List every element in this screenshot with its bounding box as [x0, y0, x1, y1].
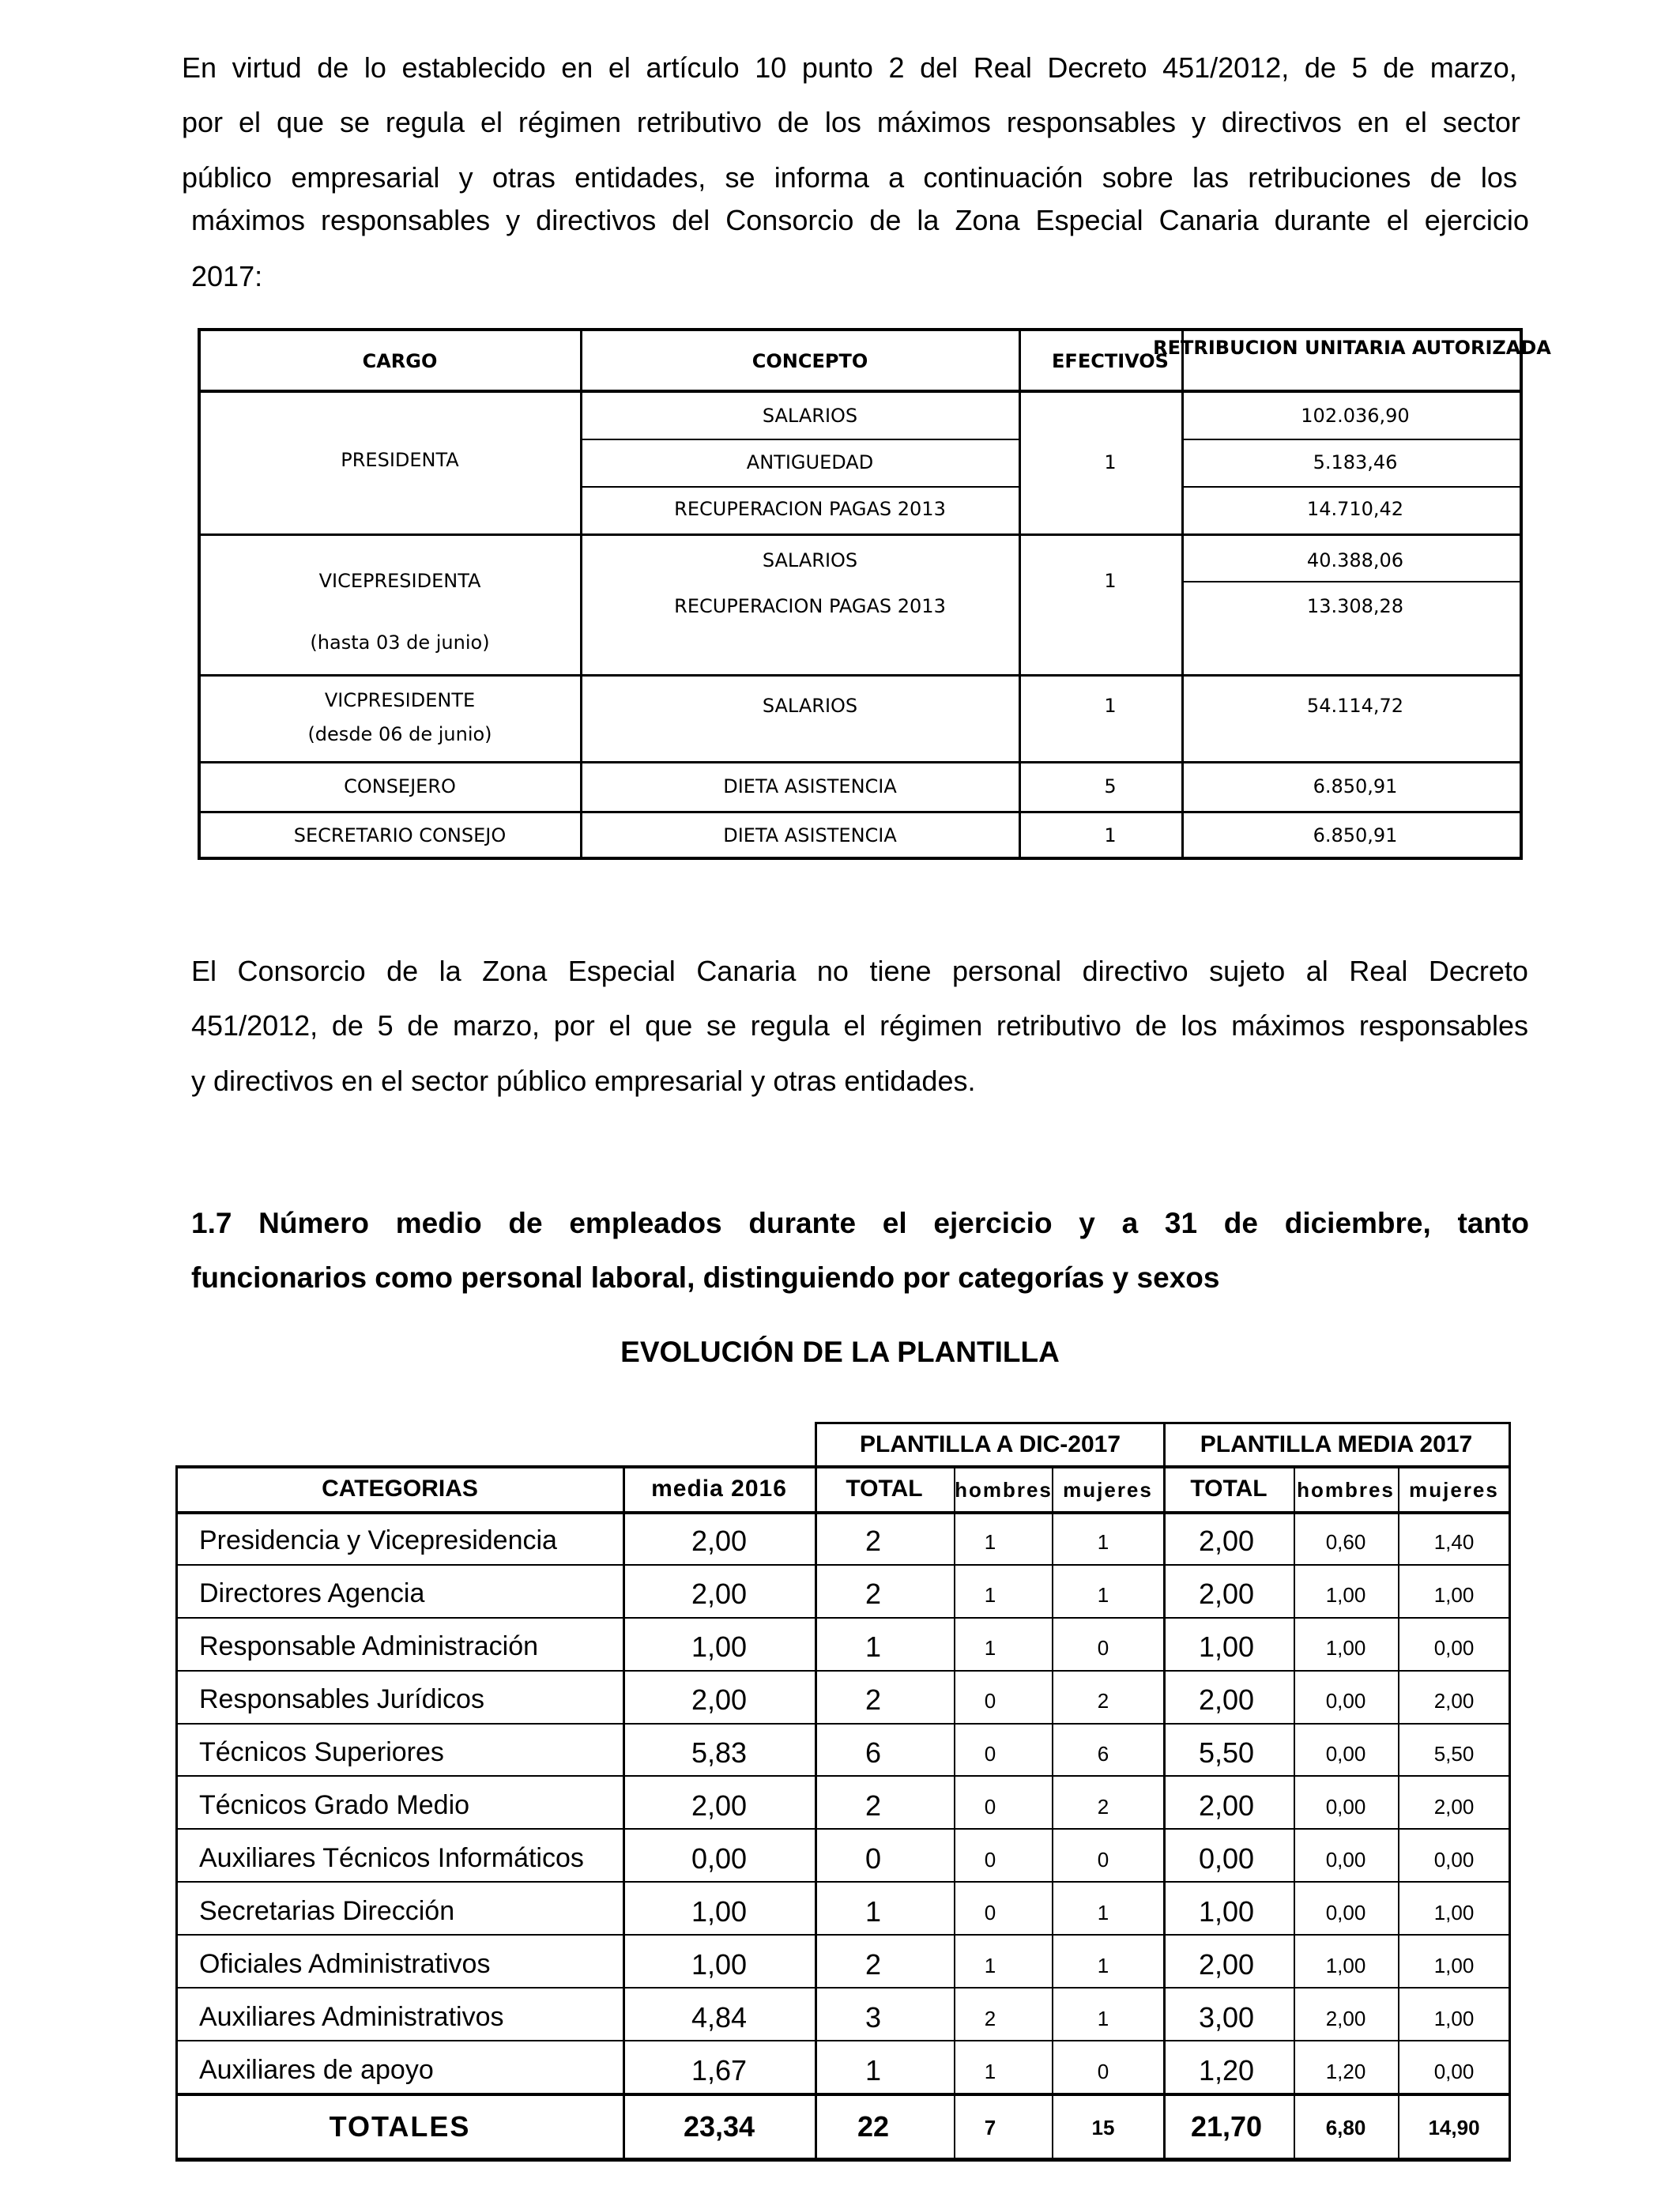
word: 10: [755, 51, 787, 84]
row-mujeres-media: 5,50: [1433, 1742, 1475, 1766]
word: 2: [888, 51, 905, 84]
word: el: [1386, 204, 1409, 236]
row-total-dic: 2: [864, 1683, 882, 1716]
row-mujeres-dic: 0: [1097, 1636, 1109, 1660]
word: a: [888, 161, 905, 194]
row-total-media: 2,00: [1198, 1525, 1255, 1557]
row-hombres-media: 0,00: [1325, 1689, 1366, 1713]
column-total-dic: TOTAL: [846, 1476, 923, 1502]
word: de: [508, 1207, 543, 1239]
word: el: [238, 106, 261, 138]
word: de: [1135, 1009, 1167, 1042]
row-categoria: Responsable Administración: [199, 1631, 539, 1661]
word: Zona: [482, 955, 548, 987]
row-hombres-dic: 1: [984, 1636, 996, 1660]
presidenta-cargo: PRESIDENTA: [341, 449, 459, 471]
row-mujeres-dic: 1: [1097, 2007, 1109, 2030]
header-cargo: CARGO: [362, 350, 438, 372]
word: 5: [377, 1009, 394, 1042]
row-mujeres-dic: 1: [1097, 1901, 1109, 1924]
vicepresidente-cargo: VICPRESIDENTE: [324, 689, 476, 711]
row-total-media: 1,20: [1198, 2054, 1255, 2087]
column-hombres-media: hombres: [1297, 1478, 1395, 1502]
row-categoria: Presidencia y Vicepresidencia: [199, 1525, 557, 1555]
secretario-efectivos: 1: [1104, 824, 1117, 846]
word: máximos: [1231, 1009, 1346, 1042]
word: las: [1192, 161, 1230, 194]
word: sector: [1442, 106, 1520, 138]
header-retribucion-clip: [1153, 332, 1551, 364]
word: Canaria: [696, 955, 797, 987]
word: ejercicio: [933, 1207, 1053, 1239]
word: de: [777, 106, 809, 138]
word: régimen: [518, 106, 621, 138]
word: máximos: [191, 204, 306, 236]
header-concepto: CONCEPTO: [751, 350, 868, 372]
word: y: [1191, 106, 1206, 138]
row-hombres-dic: 1: [984, 1530, 996, 1554]
word: responsables: [321, 204, 491, 236]
row-total-media: 2,00: [1198, 1948, 1255, 1981]
word: empleados: [569, 1207, 722, 1239]
word: que: [276, 106, 325, 138]
row-mujeres-dic: 6: [1097, 1742, 1109, 1766]
word: 5: [1351, 51, 1368, 84]
presidenta-importe: 102.036,90: [1301, 405, 1410, 427]
group-header-dic: PLANTILLA A DIC-2017: [859, 1431, 1121, 1457]
word: medio: [395, 1207, 482, 1239]
word: 1.7: [191, 1207, 232, 1239]
row-mujeres-dic: 2: [1097, 1795, 1109, 1819]
row-categoria: Auxiliares Técnicos Informáticos: [199, 1843, 584, 1873]
row-media-2016: 5,83: [691, 1736, 748, 1769]
word: el: [480, 106, 503, 138]
row-hombres-dic: 0: [984, 1901, 996, 1924]
word: Consorcio: [237, 955, 366, 987]
column-media-2016: media 2016: [651, 1476, 787, 1502]
totals-mujeres-media: 14,90: [1428, 2116, 1480, 2139]
word: régimen: [880, 1009, 983, 1042]
word: marzo,: [453, 1009, 541, 1042]
word: ejercicio: [1424, 204, 1529, 236]
row-categoria: Auxiliares Administrativos: [199, 2002, 504, 2032]
word: 451/2012,: [191, 1009, 318, 1042]
presidenta-importe: 5.183,46: [1313, 451, 1398, 473]
word: de: [1430, 161, 1462, 194]
word: En: [182, 51, 217, 84]
para2-line-2: [191, 1009, 1528, 1042]
presidenta-concepto: RECUPERACION PAGAS 2013: [674, 498, 946, 520]
word: retributivo: [996, 1009, 1121, 1042]
row-total-dic: 1: [864, 1895, 882, 1928]
totals-total-media: 21,70: [1190, 2110, 1263, 2143]
word: retributivo: [636, 106, 762, 138]
plantilla-title: EVOLUCIÓN DE LA PLANTILLA: [620, 1336, 1060, 1368]
word: Canaria: [1158, 204, 1259, 236]
header-retribucion: RETRIBUCION UNITARIA AUTORIZADA: [1153, 337, 1551, 359]
row-hombres-dic: 0: [984, 1742, 996, 1766]
row-mujeres-media: 1,00: [1433, 1954, 1475, 1977]
row-mujeres-dic: 0: [1097, 1848, 1109, 1872]
word: directivos: [1221, 106, 1342, 138]
intro-line-2: [182, 108, 1520, 137]
presidenta-importe: 14.710,42: [1306, 498, 1404, 520]
word: empresarial: [291, 161, 440, 194]
retribution-table: [198, 328, 1551, 860]
word: durante: [748, 1207, 857, 1239]
row-media-2016: 2,00: [691, 1525, 748, 1557]
row-total-media: 1,00: [1198, 1630, 1255, 1663]
word: en: [561, 51, 593, 84]
row-hombres-dic: 0: [984, 1689, 996, 1713]
word: la: [917, 204, 940, 236]
row-media-2016: 4,84: [691, 2001, 748, 2034]
word: directivo: [1082, 955, 1188, 987]
word: de: [331, 1009, 363, 1042]
row-mujeres-dic: 0: [1097, 2060, 1109, 2083]
presidenta-concepto: ANTIGUEDAD: [746, 451, 874, 473]
word: a: [1121, 1207, 1139, 1239]
column-mujeres-dic: mujeres: [1063, 1478, 1153, 1502]
consejero-concepto: DIETA ASISTENCIA: [723, 775, 897, 797]
word: Decreto: [1047, 51, 1147, 84]
row-media-2016: 2,00: [691, 1578, 748, 1610]
row-mujeres-media: 0,00: [1433, 1848, 1475, 1872]
para2-line-3: y directivos en el sector público empresarial y otras entidades.: [191, 1065, 976, 1097]
row-total-dic: 2: [864, 1578, 882, 1610]
secretario-concepto: DIETA ASISTENCIA: [723, 824, 897, 846]
row-media-2016: 1,67: [691, 2054, 748, 2087]
word: otras: [492, 161, 556, 194]
row-mujeres-media: 1,00: [1433, 1901, 1475, 1924]
word: Especial: [567, 955, 676, 987]
word: se: [339, 106, 370, 138]
word: público: [182, 161, 273, 194]
row-total-media: 3,00: [1198, 2001, 1255, 2034]
word: de: [407, 1009, 439, 1042]
word: punto: [801, 51, 873, 84]
row-hombres-dic: 1: [984, 1954, 996, 1977]
row-hombres-media: 1,00: [1325, 1583, 1366, 1607]
vicepresidenta-nota: (hasta 03 de junio): [310, 631, 490, 654]
row-total-dic: 2: [864, 1789, 882, 1822]
totals-mujeres-dic: 15: [1091, 2116, 1115, 2139]
word: tiene: [869, 955, 932, 987]
row-total-dic: 1: [864, 2054, 882, 2087]
word: por: [553, 1009, 595, 1042]
vicepresidenta-concepto: SALARIOS: [762, 549, 858, 571]
word: y: [1079, 1207, 1095, 1239]
word: y: [506, 204, 521, 236]
row-hombres-media: 2,00: [1325, 2007, 1366, 2030]
row-total-dic: 2: [864, 1948, 882, 1981]
word: El: [191, 955, 217, 987]
row-media-2016: 1,00: [691, 1948, 748, 1981]
word: regula: [750, 1009, 830, 1042]
plantilla-table: [175, 1422, 1511, 2162]
row-mujeres-media: 2,00: [1433, 1795, 1475, 1819]
row-hombres-media: 0,00: [1325, 1901, 1366, 1924]
vicepresidente-efectivos: 1: [1104, 695, 1117, 717]
word: continuación: [923, 161, 1083, 194]
row-mujeres-dic: 1: [1097, 1583, 1109, 1607]
word: de: [317, 51, 349, 84]
word: virtud: [232, 51, 302, 84]
column-mujeres-media: mujeres: [1409, 1478, 1499, 1502]
section-heading-line-1: [191, 1208, 1529, 1238]
word: el: [843, 1009, 866, 1042]
row-total-dic: 6: [864, 1736, 882, 1769]
word: Decreto: [1428, 955, 1528, 987]
row-hombres-dic: 2: [984, 2007, 996, 2030]
word: de: [1383, 51, 1415, 84]
presidenta-efectivos: 1: [1104, 451, 1117, 473]
vicepresidente-importe: 54.114,72: [1306, 695, 1404, 717]
group-header-media: PLANTILLA MEDIA 2017: [1200, 1431, 1473, 1457]
word: regula: [385, 106, 465, 138]
word: que: [645, 1009, 693, 1042]
word: directivos: [536, 204, 657, 236]
word: 31: [1164, 1207, 1198, 1239]
intro-line-1: [182, 51, 1517, 84]
word: al: [1305, 955, 1328, 987]
row-total-media: 2,00: [1198, 1683, 1255, 1716]
word: diciembre,: [1284, 1207, 1431, 1239]
row-categoria: Responsables Jurídicos: [199, 1684, 484, 1714]
row-media-2016: 1,00: [691, 1630, 748, 1663]
row-mujeres-dic: 1: [1097, 1954, 1109, 1977]
row-mujeres-media: 0,00: [1433, 1636, 1475, 1660]
word: Número: [258, 1207, 369, 1239]
word: de: [386, 955, 419, 987]
word: del: [920, 51, 959, 84]
word: de: [1223, 1207, 1258, 1239]
row-hombres-dic: 0: [984, 1848, 996, 1872]
row-mujeres-media: 1,00: [1433, 1583, 1475, 1607]
row-categoria: Auxiliares de apoyo: [199, 2055, 434, 2085]
row-media-2016: 2,00: [691, 1789, 748, 1822]
row-hombres-dic: 1: [984, 1583, 996, 1607]
word: Real: [1349, 955, 1408, 987]
word: los: [1480, 161, 1517, 194]
intro-line-4: [191, 206, 1529, 235]
row-total-media: 5,50: [1198, 1736, 1255, 1769]
intro-line-3: [182, 161, 1517, 194]
word: se: [706, 1009, 736, 1042]
row-mujeres-dic: 2: [1097, 1689, 1109, 1713]
row-total-media: 2,00: [1198, 1578, 1255, 1610]
word: de: [1304, 51, 1336, 84]
word: el: [608, 51, 631, 84]
totals-total-dic: 22: [857, 2110, 890, 2143]
row-total-media: 0,00: [1198, 1842, 1255, 1875]
intro-line-5: 2017:: [191, 260, 263, 292]
totals-hombres-dic: 7: [984, 2116, 996, 2139]
vicepresidenta-cargo: VICEPRESIDENTA: [318, 570, 481, 592]
column-total-media: TOTAL: [1190, 1476, 1268, 1502]
word: 451/2012,: [1162, 51, 1290, 84]
word: por: [182, 106, 224, 138]
word: marzo,: [1430, 51, 1517, 84]
word: se: [725, 161, 755, 194]
row-total-media: 2,00: [1198, 1789, 1255, 1822]
word: informa: [774, 161, 869, 194]
word: Consorcio: [725, 204, 854, 236]
totals-hombres-media: 6,80: [1325, 2116, 1366, 2139]
row-mujeres-dic: 1: [1097, 1530, 1109, 1554]
presidenta-concepto: SALARIOS: [762, 405, 858, 427]
word: la: [439, 955, 461, 987]
row-mujeres-media: 0,00: [1433, 2060, 1475, 2083]
row-hombres-media: 0,00: [1325, 1742, 1366, 1766]
row-categoria: Técnicos Grado Medio: [199, 1790, 470, 1820]
row-categoria: Directores Agencia: [199, 1578, 425, 1608]
word: y: [458, 161, 473, 194]
word: sujeto: [1209, 955, 1286, 987]
row-hombres-media: 1,20: [1325, 2060, 1366, 2083]
row-media-2016: 0,00: [691, 1842, 748, 1875]
word: artículo: [646, 51, 740, 84]
row-mujeres-media: 2,00: [1433, 1689, 1475, 1713]
word: los: [824, 106, 861, 138]
word: tanto: [1457, 1207, 1529, 1239]
word: establecido: [401, 51, 546, 84]
word: del: [672, 204, 710, 236]
word: sobre: [1102, 161, 1173, 194]
totals-media-2016: 23,34: [683, 2110, 755, 2143]
word: máximos: [876, 106, 991, 138]
row-hombres-dic: 1: [984, 2060, 996, 2083]
totals-label: TOTALES: [329, 2110, 471, 2143]
word: retribuciones: [1248, 161, 1411, 194]
row-categoria: Oficiales Administrativos: [199, 1949, 491, 1979]
word: Zona: [955, 204, 1020, 236]
consejero-efectivos: 5: [1104, 775, 1117, 797]
word: el: [882, 1207, 907, 1239]
section-heading-line-2: funcionarios como personal laboral, distinguiendo por categorías y sexos: [191, 1261, 1220, 1294]
secretario-importe: 6.850,91: [1313, 824, 1398, 846]
word: el: [1404, 106, 1427, 138]
column-hombres-dic: hombres: [955, 1478, 1053, 1502]
word: lo: [363, 51, 386, 84]
word: los: [1181, 1009, 1218, 1042]
row-mujeres-media: 1,00: [1433, 2007, 1475, 2030]
row-hombres-media: 0,00: [1325, 1848, 1366, 1872]
row-hombres-dic: 0: [984, 1795, 996, 1819]
word: no: [816, 955, 849, 987]
word: entidades,: [574, 161, 706, 194]
word: durante: [1274, 204, 1371, 236]
row-media-2016: 2,00: [691, 1683, 748, 1716]
vicepresidenta-importe: 40.388,06: [1306, 549, 1404, 571]
row-mujeres-media: 1,40: [1433, 1530, 1475, 1554]
word: responsables: [1358, 1009, 1528, 1042]
row-hombres-media: 1,00: [1325, 1636, 1366, 1660]
word: Especial: [1035, 204, 1143, 236]
header-efectivos: EFECTIVOS: [1052, 350, 1169, 372]
row-hombres-media: 0,60: [1325, 1530, 1366, 1554]
vicepresidenta-importe: 13.308,28: [1306, 595, 1404, 617]
row-total-dic: 1: [864, 1630, 882, 1663]
vicepresidenta-concepto: RECUPERACION PAGAS 2013: [674, 595, 946, 617]
secretario-cargo: SECRETARIO CONSEJO: [293, 824, 507, 846]
vicepresidente-concepto: SALARIOS: [762, 695, 858, 717]
column-categorias: CATEGORIAS: [322, 1476, 478, 1502]
word: en: [1357, 106, 1389, 138]
row-categoria: Secretarias Dirección: [199, 1896, 455, 1926]
word: Real: [973, 51, 1032, 84]
vicepresidenta-efectivos: 1: [1104, 570, 1117, 592]
para2-line-1: [191, 957, 1528, 986]
row-hombres-media: 0,00: [1325, 1795, 1366, 1819]
row-total-media: 1,00: [1198, 1895, 1255, 1928]
row-hombres-media: 1,00: [1325, 1954, 1366, 1977]
vicepresidente-nota: (desde 06 de junio): [307, 723, 492, 745]
word: el: [608, 1009, 631, 1042]
word: responsables: [1006, 106, 1176, 138]
word: de: [869, 204, 902, 236]
consejero-cargo: CONSEJERO: [344, 775, 456, 797]
consejero-importe: 6.850,91: [1313, 775, 1398, 797]
row-media-2016: 1,00: [691, 1895, 748, 1928]
row-total-dic: 3: [864, 2001, 882, 2034]
row-total-dic: 0: [864, 1842, 882, 1875]
word: personal: [952, 955, 1062, 987]
row-total-dic: 2: [864, 1525, 882, 1557]
row-categoria: Técnicos Superiores: [199, 1737, 444, 1767]
